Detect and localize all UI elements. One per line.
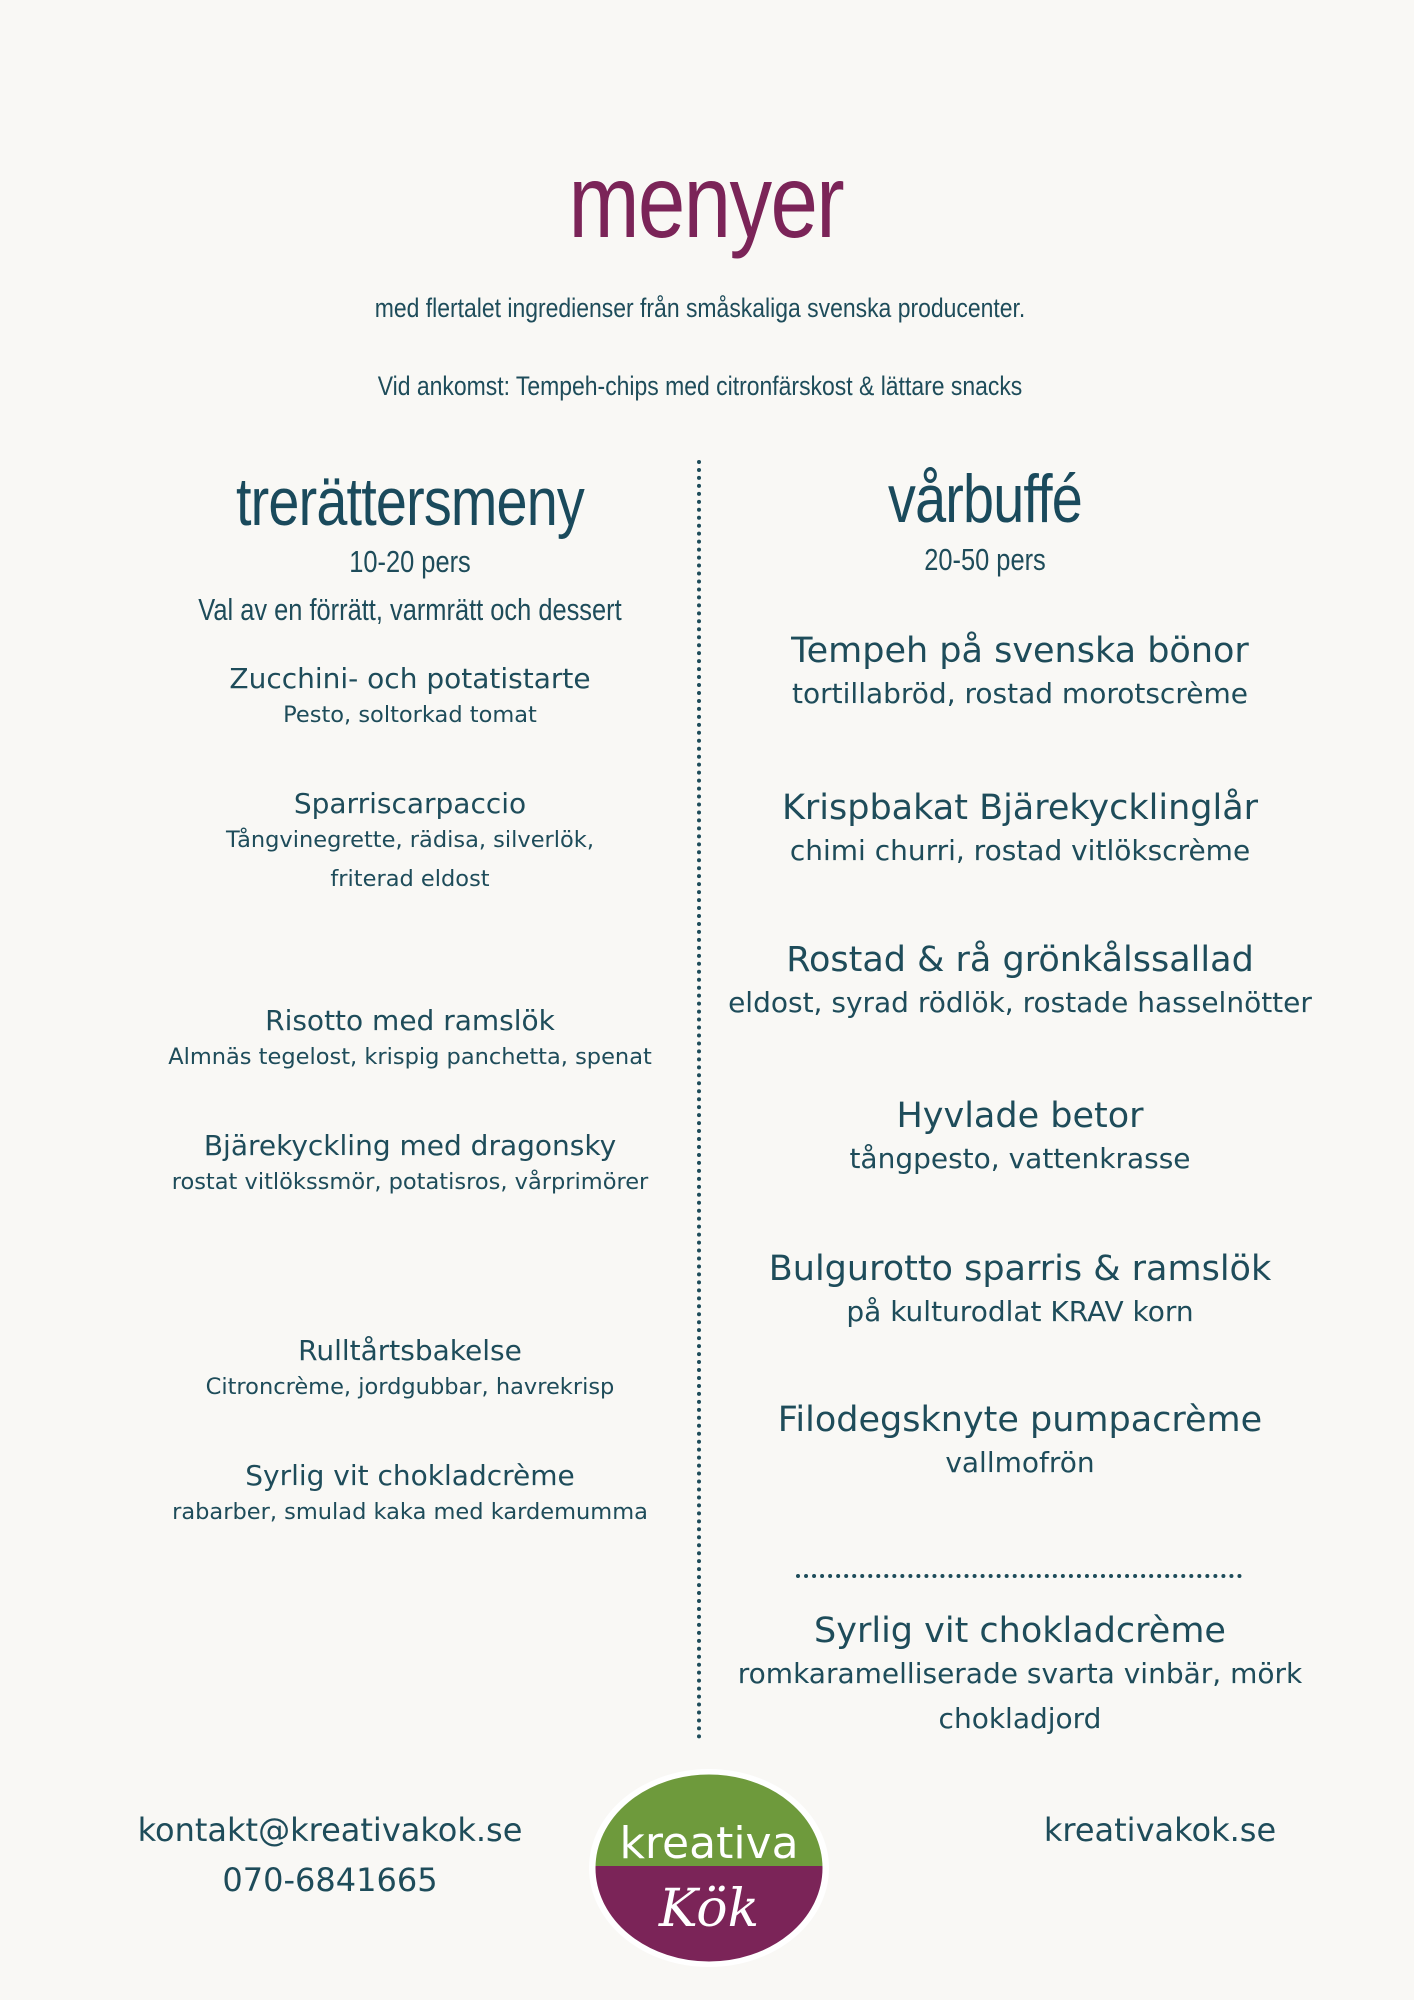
page-title: menyer [568, 144, 844, 260]
dish-name: Sparriscarpaccio [293, 787, 527, 820]
logo-top-text: kreativa [619, 1818, 799, 1869]
list-item [110, 1458, 710, 1532]
left-menu-guests: 10-20 pers [349, 544, 471, 579]
dish-desc: rabarber, smulad kaka med kardemumma [172, 1499, 648, 1525]
list-item [110, 661, 710, 735]
phone-number[interactable]: 070-6841665 [222, 1860, 438, 1899]
dish-name: Syrlig vit chokladcrème [814, 1611, 1226, 1651]
list-item [110, 1128, 710, 1202]
column-divider [697, 460, 701, 1740]
list-item [720, 1095, 1320, 1182]
dessert-divider [796, 1574, 1242, 1578]
contact-block [120, 1806, 540, 1905]
dish-desc: Pesto, soltorkad tomat [283, 702, 537, 728]
list-item [710, 1610, 1330, 1742]
subtitle: med flertalet ingredienser från småskaliga svenska producenter. [374, 293, 1026, 323]
dish-name: Hyvlade betor [896, 1096, 1144, 1136]
list-item [110, 786, 710, 900]
list-item [110, 1003, 710, 1077]
left-menu-heading: trerättersmeny [236, 464, 584, 540]
dish-name: Syrlig vit chokladcrème [245, 1459, 575, 1492]
dish-name: Zucchini- och potatistarte [229, 662, 591, 695]
dish-name: Risotto med ramslök [265, 1004, 555, 1037]
dish-name: Rulltårtsbakelse [298, 1334, 522, 1367]
dish-desc: på kulturodlat KRAV korn [846, 1295, 1194, 1328]
list-item [690, 939, 1350, 1026]
right-menu-heading: vårbuffé [888, 461, 1082, 537]
website-link[interactable]: kreativakok.se [1043, 1811, 1277, 1849]
dish-desc: tortillabröd, rostad morotscrème [792, 677, 1248, 710]
dish-name: Tempeh på svenska bönor [791, 631, 1249, 671]
logo-bottom-text: Kök [658, 1879, 760, 1939]
dish-desc: romkaramelliserade svarta vinbär, mörk [737, 1657, 1303, 1690]
dish-name: Bjärekyckling med dragonsky [203, 1129, 617, 1162]
kreativa-kok-logo [587, 1768, 831, 1968]
dish-desc: rostat vitlökssmör, potatisros, vårprimörer [171, 1169, 649, 1195]
dish-name: Krispbakat Bjärekycklinglår [781, 788, 1259, 828]
dish-name: Rostad & rå grönkålssallad [786, 940, 1254, 980]
dish-desc: friterad eldost [330, 866, 490, 893]
dish-desc: eldost, syrad rödlök, rostade hasselnötter [728, 986, 1312, 1019]
arrival-note: Vid ankomst: Tempeh-chips med citronfärskost & lättare snacks [377, 371, 1023, 401]
dish-desc: chokladjord [938, 1701, 1102, 1735]
right-menu-guests: 20-50 pers [924, 542, 1046, 577]
dish-desc: vallmofrön [945, 1446, 1095, 1479]
list-item [720, 787, 1320, 874]
list-item [720, 630, 1320, 717]
email-link[interactable]: kontakt@kreativakok.se [137, 1811, 523, 1849]
dish-name: Filodegsknyte pumpacrème [777, 1400, 1263, 1440]
list-item [720, 1399, 1320, 1486]
dish-desc: Citroncrème, jordgubbar, havrekrisp [205, 1374, 615, 1400]
dish-desc: Tångvinegrette, rädisa, silverlök, [225, 827, 594, 853]
left-menu-choice: Val av en förrätt, varmrätt och dessert [198, 592, 622, 627]
dish-desc: tångpesto, vattenkrasse [849, 1142, 1191, 1175]
list-item [720, 1248, 1320, 1335]
dish-desc: Almnäs tegelost, krispig panchetta, spenat [168, 1044, 652, 1070]
dish-desc: chimi churri, rostad vitlökscrème [789, 834, 1251, 867]
list-item [110, 1333, 710, 1407]
dish-name: Bulgurotto sparris & ramslök [768, 1249, 1272, 1289]
